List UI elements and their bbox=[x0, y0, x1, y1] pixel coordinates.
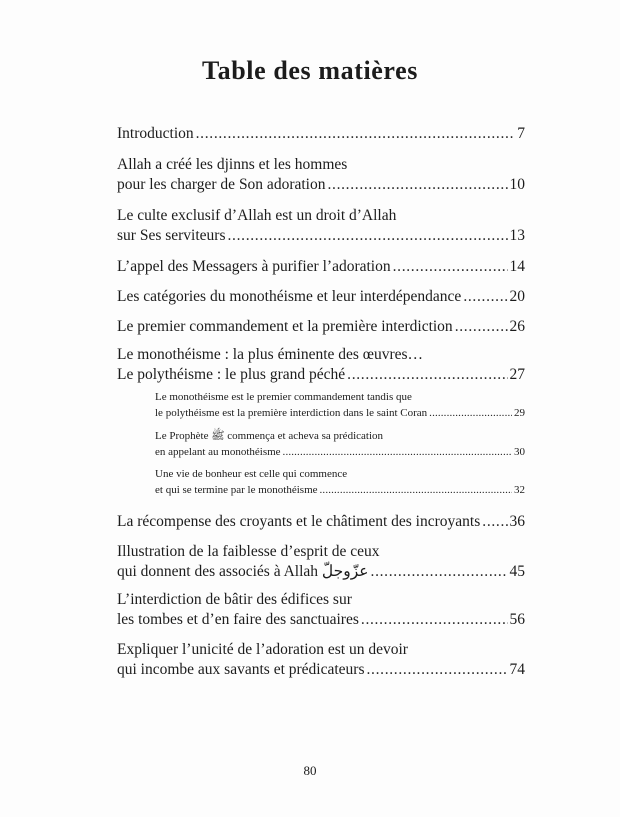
toc-entry-title: Le premier commandement et la première interdiction bbox=[117, 318, 453, 335]
toc-subentry-premier-commandement-coran[interactable] bbox=[155, 389, 525, 421]
dot-leader bbox=[347, 365, 507, 385]
toc-entry-title-cont: en appelant au monothéisme bbox=[155, 446, 281, 458]
toc-entry-djinns[interactable] bbox=[117, 155, 525, 195]
dot-leader bbox=[283, 444, 512, 460]
toc-entry-title: Expliquer l’unicité de l’adoration est un devoir bbox=[117, 641, 408, 658]
toc-page-number: 27 bbox=[509, 366, 525, 383]
toc-entry-interdiction-batir[interactable] bbox=[117, 590, 525, 630]
toc-entry-introduction[interactable] bbox=[117, 124, 525, 144]
toc-entry-appel-messagers[interactable] bbox=[117, 257, 525, 277]
toc-entry-title: L’appel des Messagers à purifier l’adoration bbox=[117, 258, 391, 275]
toc-entry-title-cont: qui incombe aux savants et prédicateurs bbox=[117, 661, 365, 678]
toc-entry-title-cont: les tombes et d’en faire des sanctuaires bbox=[117, 611, 359, 628]
toc-entry-title-cont: pour les charger de Son adoration bbox=[117, 176, 326, 193]
toc-page-number: 7 bbox=[517, 125, 525, 142]
toc-entry-premier-commandement[interactable] bbox=[117, 317, 525, 337]
page-title: Table des matières bbox=[202, 56, 418, 85]
toc-entry-categories[interactable] bbox=[117, 287, 525, 307]
toc-entry-title-cont: qui donnent des associés à Allah عزّوجلّ bbox=[117, 563, 369, 580]
toc-entry-title: Les catégories du monothéisme et leur interdépendance bbox=[117, 288, 462, 305]
toc-page-number: 29 bbox=[514, 407, 525, 419]
toc-entry-title: La récompense des croyants et le châtiment des incroyants bbox=[117, 513, 481, 530]
dot-leader bbox=[228, 226, 508, 246]
toc-page-number: 74 bbox=[509, 661, 525, 678]
toc-entry-recompense[interactable] bbox=[117, 512, 525, 532]
toc-entry-title: Le monothéisme : la plus éminente des œuvres… bbox=[117, 346, 424, 363]
toc-entry-title: Illustration de la faiblesse d’esprit de ceux bbox=[117, 543, 380, 560]
dot-leader bbox=[455, 317, 508, 337]
toc-entry-title-cont: Le polythéisme : le plus grand péché bbox=[117, 366, 346, 383]
dot-leader bbox=[327, 175, 507, 195]
toc-page-number: 26 bbox=[509, 318, 525, 335]
dot-leader bbox=[196, 124, 516, 144]
toc-entry-title: Le Prophète ﷺ commença et acheva sa prédication bbox=[155, 430, 384, 442]
toc-entry-title-cont: et qui se termine par le monothéisme bbox=[155, 484, 318, 496]
dot-leader bbox=[371, 562, 508, 582]
toc-entry-title: Allah a créé les djinns et les hommes bbox=[117, 156, 348, 173]
toc-entry-title-cont: sur Ses serviteurs bbox=[117, 227, 226, 244]
toc-page-number: 10 bbox=[509, 176, 525, 193]
toc-page-number: 20 bbox=[509, 288, 525, 305]
toc-page-number: 56 bbox=[509, 611, 525, 628]
dot-leader bbox=[429, 405, 512, 421]
dot-leader bbox=[361, 610, 508, 630]
toc-page-number: 30 bbox=[514, 446, 525, 458]
toc-entry-title: Introduction bbox=[117, 125, 194, 142]
toc-entry-monotheisme-eminente[interactable] bbox=[117, 345, 525, 385]
dot-leader bbox=[393, 257, 508, 277]
toc-entry-title: L’interdiction de bâtir des édifices sur bbox=[117, 591, 352, 608]
dot-leader bbox=[463, 287, 507, 307]
toc-entry-illustration[interactable] bbox=[117, 542, 525, 582]
toc-page-number: 13 bbox=[509, 227, 525, 244]
toc-entry-expliquer-unicite[interactable] bbox=[117, 640, 525, 680]
toc-entry-title-cont: le polythéisme est la première interdiction dans le saint Coran bbox=[155, 407, 428, 419]
dot-leader bbox=[320, 482, 512, 498]
toc-page-number: 36 bbox=[509, 513, 525, 530]
dot-leader bbox=[367, 660, 508, 680]
page-number-footer: 80 bbox=[303, 763, 317, 778]
toc-subentry-vie-bonheur[interactable] bbox=[155, 466, 525, 498]
toc-entry-culte-exclusif[interactable] bbox=[117, 206, 525, 246]
toc-page-number: 32 bbox=[514, 484, 525, 496]
dot-leader bbox=[482, 512, 507, 532]
toc-page-number: 14 bbox=[509, 258, 525, 275]
toc-entry-title: Une vie de bonheur est celle qui commence bbox=[155, 468, 348, 480]
toc-entry-title: Le monothéisme est le premier commandement tandis que bbox=[155, 391, 412, 403]
toc-entry-title: Le culte exclusif d’Allah est un droit d’Allah bbox=[117, 207, 397, 224]
toc-page-number: 45 bbox=[509, 563, 525, 580]
toc-subentry-prophete-predication[interactable] bbox=[155, 428, 525, 460]
